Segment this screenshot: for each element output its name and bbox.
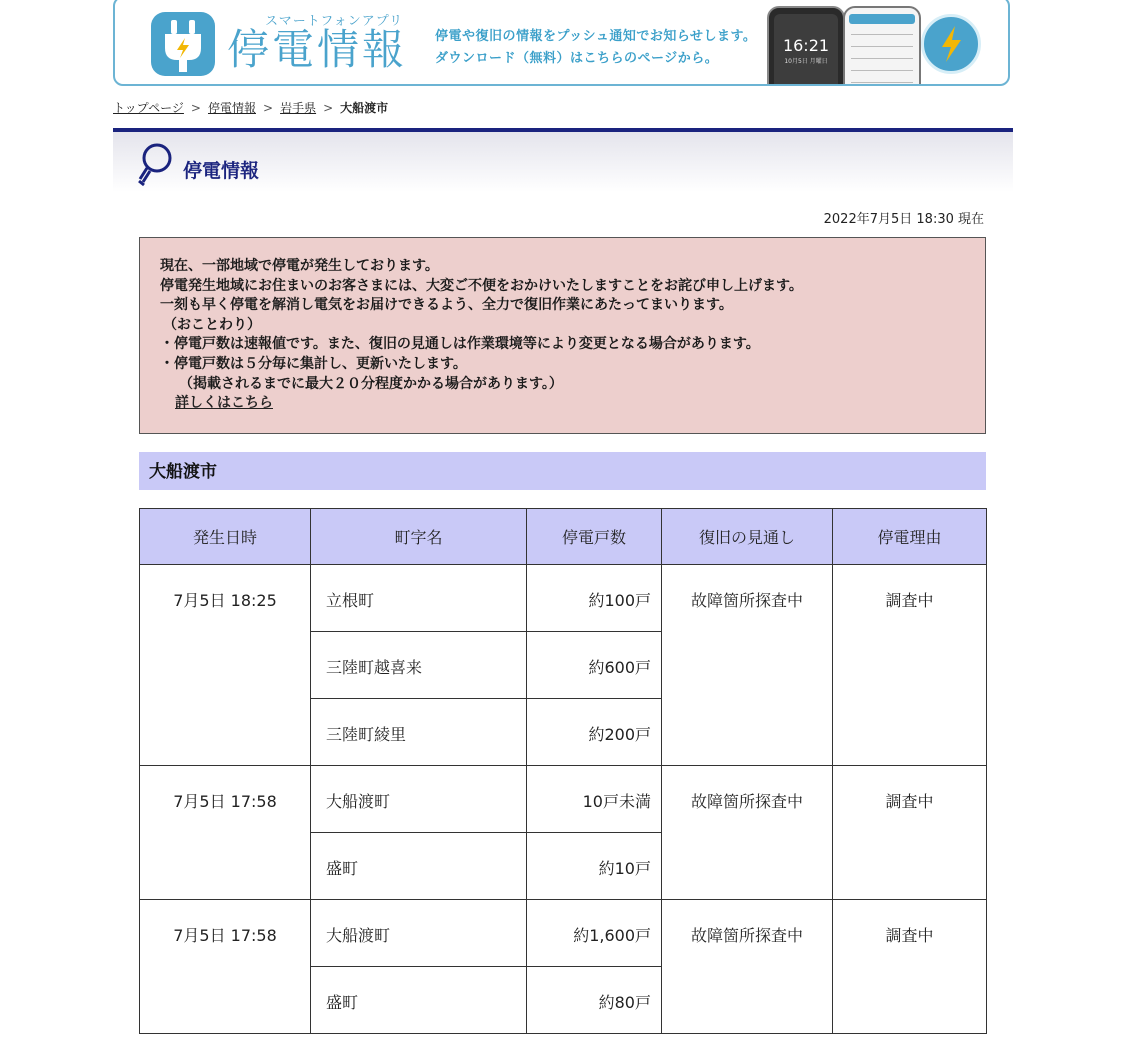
phone-clock: 16:21 [782, 36, 830, 55]
phone-date: 10月5日 月曜日 [784, 58, 828, 65]
area-name: 大船渡町 [311, 900, 527, 967]
notice-line: ・停電戸数は速報値です。また、復旧の見通しは作業環境等により変更となる場合があります。 [160, 336, 760, 353]
table-row [140, 766, 987, 833]
outage-datetime: 7月5日 17:58 [140, 900, 311, 1034]
household-count: 約600戸 [527, 632, 662, 699]
lightning-bolt-icon [921, 14, 981, 74]
household-count: 約10戸 [527, 833, 662, 900]
breadcrumb-separator-icon: > [263, 101, 274, 115]
restoration-outlook: 故障箇所探査中 [662, 766, 833, 900]
table-row [140, 900, 987, 967]
table-header-row [140, 509, 987, 565]
column-header-households: 停電戸数 [527, 509, 662, 565]
notice-line: （掲載されるまでに最大２０分程度かかる場合があります。） [179, 375, 563, 392]
phone-lockscreen-image [767, 6, 845, 86]
area-name: 立根町 [311, 565, 527, 632]
household-count: 10戸未満 [527, 766, 662, 833]
outage-reason: 調査中 [833, 565, 987, 766]
breadcrumb-separator-icon: > [190, 101, 201, 115]
outage-datetime: 7月5日 17:58 [140, 766, 311, 900]
notice-line: ・停電戸数は５分毎に集計し、更新いたします。 [160, 355, 467, 372]
notice-line: 一刻も早く停電を解消し電気をお届けできるよう、全力で復旧作業にあたってまいります。 [160, 297, 733, 314]
household-count: 約1,600戸 [527, 900, 662, 967]
column-header-restoration: 復旧の見通し [662, 509, 833, 565]
area-name: 盛町 [311, 833, 527, 900]
plug-icon [151, 12, 215, 76]
breadcrumb-separator-icon: > [323, 101, 334, 115]
banner-line-1: 停電や復旧の情報をプッシュ通知でお知らせします。 [435, 29, 757, 44]
breadcrumb-link-prefecture[interactable]: 岩手県 [280, 101, 317, 115]
lightbulb-icon [135, 142, 175, 188]
app-banner[interactable] [113, 0, 1010, 86]
page-title: 停電情報 [183, 160, 260, 182]
details-link[interactable]: 詳しくはこちら [175, 395, 273, 412]
city-header: 大船渡市 [139, 452, 986, 490]
outage-reason: 調査中 [833, 900, 987, 1034]
household-count: 約80戸 [527, 967, 662, 1034]
household-count: 約200戸 [527, 699, 662, 766]
column-header-reason: 停電理由 [833, 509, 987, 565]
banner-description [435, 26, 756, 70]
table-row [140, 565, 987, 632]
outage-reason: 調査中 [833, 766, 987, 900]
column-header-datetime: 発生日時 [140, 509, 311, 565]
update-timestamp: 2022年7月5日 18:30 現在 [823, 212, 984, 227]
outage-table [139, 508, 987, 1034]
area-name: 三陸町綾里 [311, 699, 527, 766]
area-name: 大船渡町 [311, 766, 527, 833]
column-header-area: 町字名 [311, 509, 527, 565]
banner-line-2: ダウンロード（無料）はこちらのページから。 [435, 51, 719, 66]
restoration-outlook: 故障箇所探査中 [662, 900, 833, 1034]
area-name: 盛町 [311, 967, 527, 1034]
breadcrumb-current: 大船渡市 [340, 101, 389, 115]
area-name: 三陸町越喜来 [311, 632, 527, 699]
breadcrumb [113, 99, 388, 116]
breadcrumb-link-outage-info[interactable]: 停電情報 [207, 101, 256, 115]
notice-line: 現在、一部地域で停電が発生しております。 [160, 258, 439, 274]
notice-box [139, 237, 986, 434]
household-count: 約100戸 [527, 565, 662, 632]
app-subtitle: スマートフォンアプリ [265, 14, 404, 29]
breadcrumb-link-top[interactable]: トップページ [113, 101, 184, 115]
app-title: 停電情報 [227, 25, 408, 74]
notice-line: （おことわり） [163, 316, 261, 333]
restoration-outlook: 故障箇所探査中 [662, 565, 833, 766]
notice-line: 停電発生地域にお住まいのお客さまには、大変ご不便をおかけいたしますことをお詫び申し上げます。 [160, 277, 803, 294]
phone-app-image [843, 6, 921, 86]
outage-datetime: 7月5日 18:25 [140, 565, 311, 766]
section-heading [113, 128, 1013, 192]
